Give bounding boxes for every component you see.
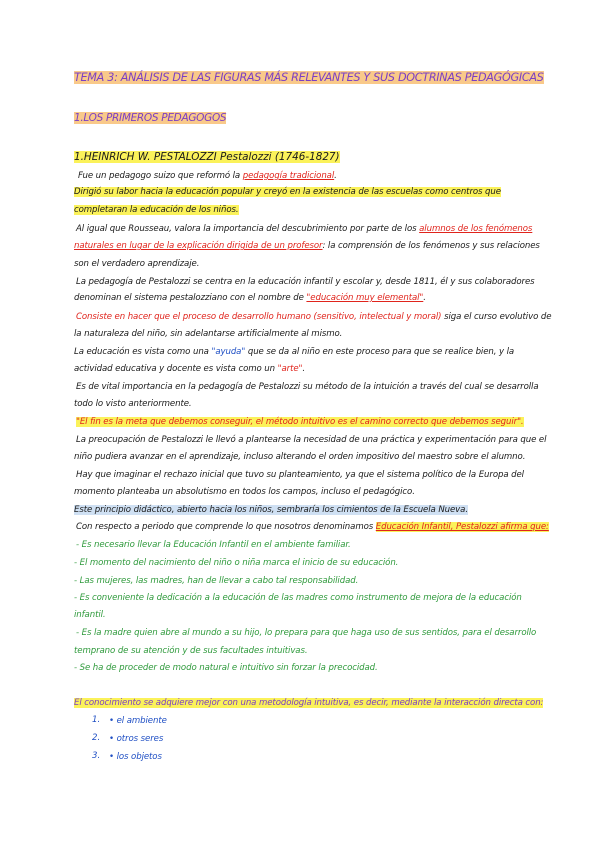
bullet-item: - El momento del nacimiento del niño o niña marca el inicio de su educación.	[74, 558, 399, 568]
list-number: 2.	[92, 733, 101, 743]
p12-a: Con respecto a periodo que comprende lo que nosotros denominamos	[76, 522, 376, 532]
paragraph-13	[74, 697, 543, 709]
page-title: TEMA 3: ANÁLISIS DE LAS FIGURAS MÁS RELEVANTES Y SUS DOCTRINAS PEDAGÓGICAS	[74, 71, 544, 84]
paragraph-6-line-2	[74, 363, 305, 375]
p1-emphasis: pedagogía tradicional	[242, 171, 335, 181]
paragraph-3-line-3: son el verdadero aprendizaje.	[74, 259, 200, 269]
list-number: 1.	[92, 715, 101, 725]
p2-l1: Dirigió su labor hacia la educación popular y creyó en la existencia de las escuelas como centros que	[74, 187, 501, 197]
paragraph-12	[76, 521, 549, 533]
p6-b: "ayuda"	[211, 347, 246, 357]
paragraph-8	[76, 416, 524, 428]
list-number: 3.	[92, 751, 101, 761]
paragraph-7-line-1: Es de vital importancia en la pedagogía de Pestalozzi su método de la intuición a través del cual se desarrolla	[76, 382, 539, 392]
p6-c: que se da al niño en este proceso para que se realice bien, y la	[245, 347, 515, 357]
paragraph-1	[78, 170, 337, 182]
p1-text: Fue un pedagogo suizo que reformó la	[78, 171, 243, 181]
p4-d: .	[423, 293, 426, 303]
p6-f: .	[302, 364, 306, 374]
p6-a: La educación es vista como una	[74, 347, 212, 357]
p3-a: Al igual que Rousseau, valora la importancia del descubrimiento por parte de los	[76, 224, 420, 234]
p6-e: "arte"	[277, 364, 303, 374]
paragraph-3-line-2	[74, 240, 540, 252]
paragraph-4-line-1: La pedagogía de Pestalozzi se centra en la educación infantil y escolar y, desde 1811, él y sus colaboradores	[76, 277, 535, 287]
p5-b: siga el curso evolutivo de	[441, 312, 552, 322]
paragraph-5-line-2: la naturaleza del niño, sin adelantarse artificialmente al mismo.	[74, 329, 343, 339]
section-title: 1.LOS PRIMEROS PEDAGOGOS	[74, 112, 227, 124]
p12-b: Educación Infantil, Pestalozzi afirma que:	[375, 522, 549, 532]
p11-text: Este principio didáctico, abierto hacia los niños, sembraría los cimientos de la Escuela Nueva.	[74, 505, 468, 515]
p8-quote: "El fin es la meta que debemos conseguir, el método intuitivo es el camino correcto que debemos seguir".	[76, 417, 524, 427]
p3-d: : la comprensión de los fenómenos y sus relaciones	[322, 241, 540, 251]
bullet-item-continuation: temprano de su atención y de sus facultades intuitivas.	[74, 646, 308, 656]
p4-b: denominan el sistema pestalozziano con el nombre de	[74, 293, 307, 303]
p4-c: "educación muy elemental"	[306, 293, 424, 303]
paragraph-5-line-1	[76, 311, 551, 323]
bullet-item: - Se ha de proceder de modo natural e intuitivo sin forzar la precocidad.	[74, 663, 378, 673]
paragraph-2-line-2	[74, 204, 239, 216]
author-heading: 1.HEINRICH W. PESTALOZZI Pestalozzi (1746-1827)	[74, 151, 340, 163]
p2-l2: completaran la educación de los niños.	[74, 205, 239, 215]
p6-d: actividad educativa y docente es vista como un	[74, 364, 278, 374]
p3-b: alumnos de los fenómenos	[419, 224, 533, 234]
paragraph-11	[74, 504, 468, 516]
paragraph-4-line-2	[74, 292, 426, 304]
bullet-item: - Es necesario llevar la Educación Infantil en el ambiente familiar.	[76, 540, 351, 550]
list-item: • los objetos	[109, 752, 162, 762]
paragraph-10-line-1: Hay que imaginar el rechazo inicial que tuvo su planteamiento, ya que el sistema político de la Europa del	[76, 470, 524, 480]
list-item: • otros seres	[109, 734, 164, 744]
paragraph-3-line-1	[76, 223, 532, 235]
paragraph-2-line-1	[74, 186, 501, 198]
paragraph-6-line-1	[74, 346, 514, 358]
paragraph-7-line-2: todo lo visto anteriormente.	[74, 399, 192, 409]
bullet-item: - Las mujeres, las madres, han de llevar a cabo tal responsabilidad.	[74, 576, 359, 586]
bullet-item: - Es la madre quien abre al mundo a su hijo, lo prepara para que haga uso de sus sentidos, para el desarrollo	[76, 628, 537, 638]
p1-end: .	[334, 171, 337, 181]
bullet-item-continuation: infantil.	[74, 610, 106, 620]
paragraph-10-line-2: momento planteaba un absolutismo en todos los campos, incluso el pedagógico.	[74, 487, 415, 497]
p13-text: El conocimiento se adquiere mejor con una metodología intuitiva, es decir, mediante la interacción directa con:	[74, 698, 544, 708]
p5-a: Consiste en hacer que el proceso de desarrollo humano (sensitivo, intelectual y moral)	[76, 312, 442, 322]
paragraph-9-line-2: niño pudiera avanzar en el aprendizaje, incluso alterando el orden impositivo del maestro sobre el alumno.	[74, 452, 526, 462]
p3-c: naturales en lugar de la explicación dirigida de un profesor	[74, 241, 323, 251]
paragraph-9-line-1: La preocupación de Pestalozzi le llevó a plantearse la necesidad de una práctica y experimentación para que el	[76, 435, 547, 445]
bullet-item: - Es conveniente la dedicación a la educación de las madres como instrumento de mejora de la educación	[74, 593, 522, 603]
list-item: • el ambiente	[109, 716, 167, 726]
